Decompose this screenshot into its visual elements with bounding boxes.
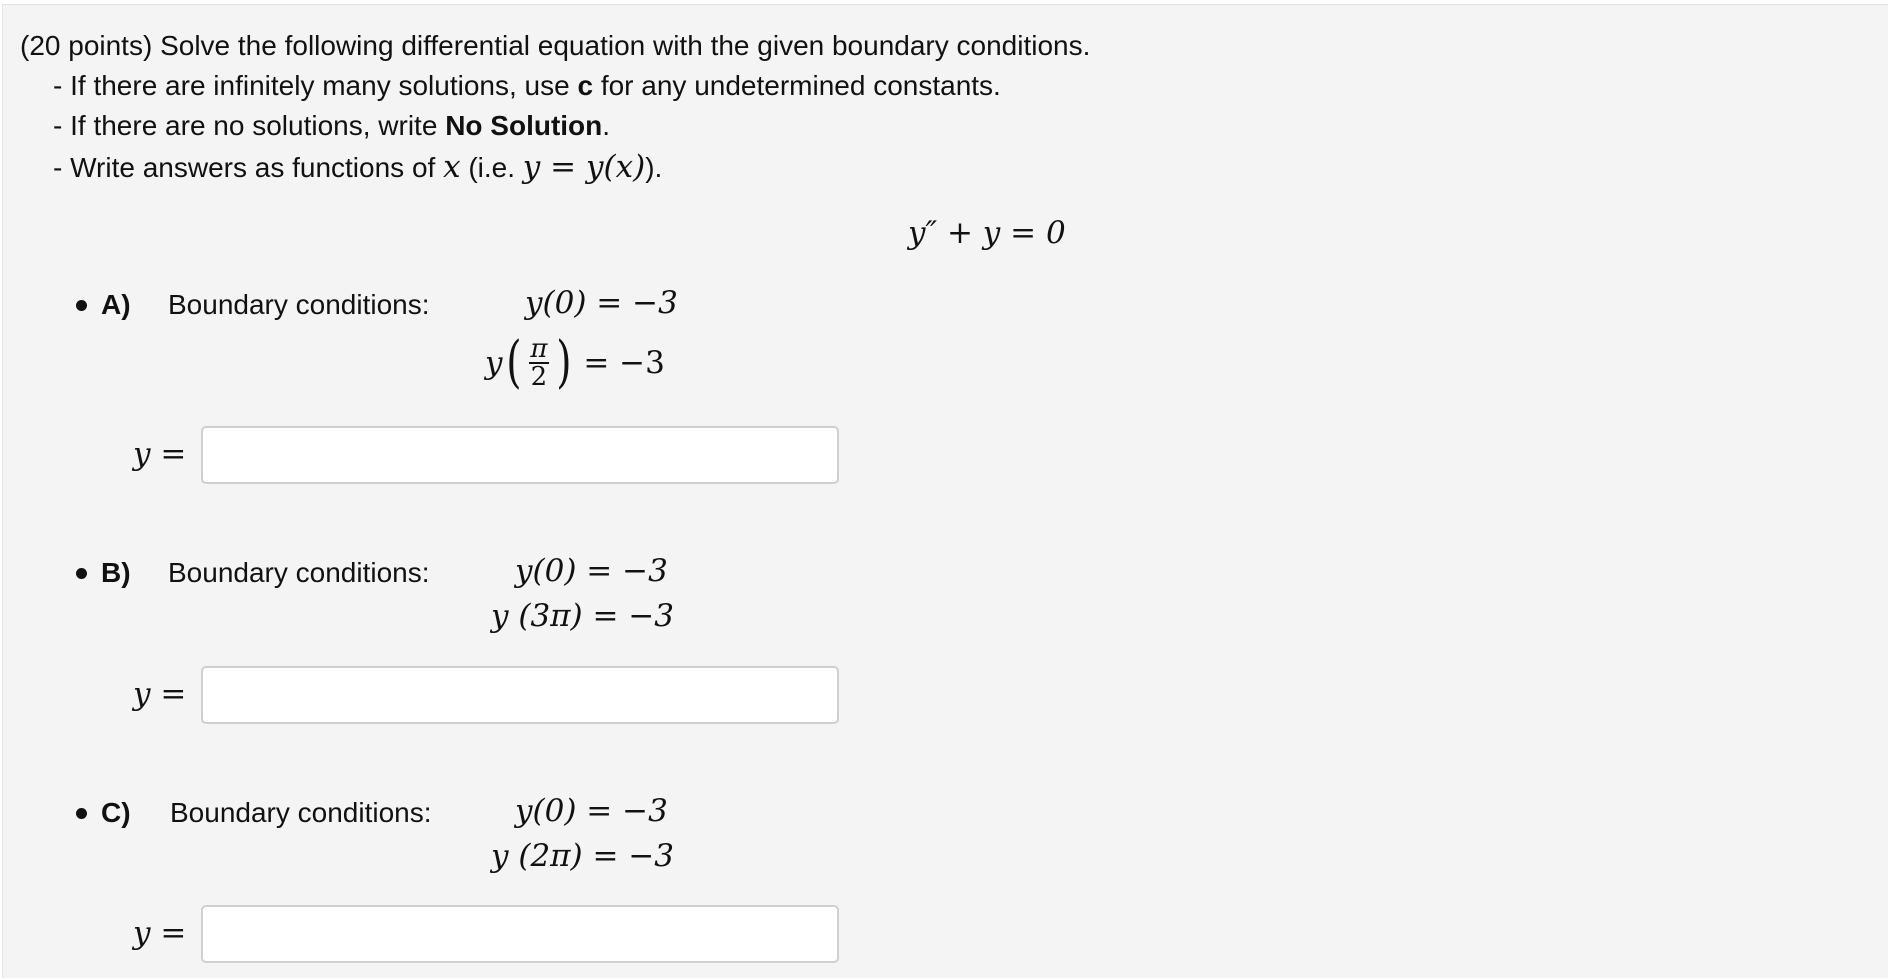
bullet-icon [76,808,87,819]
part-b-bc-label: Boundary conditions: [168,557,430,588]
part-a-answer-label: y = [133,436,187,472]
problem-header: (20 points) Solve the following differential equation with the given boundary conditions. [20,30,1091,61]
rule-constants: - If there are infinitely many solutions, use c for any undetermined constants. [53,70,1001,101]
part-a-answer-input[interactable] [201,426,839,484]
bullet-icon [76,300,87,311]
part-a-bc2: y ( $\frac{\pi}{2}$ ) = −3 [485,330,665,395]
part-b-answer-input[interactable] [201,666,839,724]
rule-functions-of-x: - Write answers as functions of x (i.e. y = y(x)). [53,149,663,185]
part-a-bc-label: Boundary conditions: [168,289,430,320]
part-c-bc2: y (2π) = −3 [491,838,675,874]
part-c-bc-label: Boundary conditions: [170,797,432,828]
part-b-answer-label: y = [133,676,187,712]
question-panel [2,4,1888,978]
part-c-answer-label: y = [133,915,187,951]
differential-equation: y″ + y = 0 [908,215,1066,251]
part-b-label: B) [101,557,131,588]
rule-no-solution: - If there are no solutions, write No Solution. [53,110,611,141]
bullet-icon [76,568,87,579]
part-b-bc2: y (3π) = −3 [491,598,675,634]
part-a-bc1: y(0) = −3 [525,285,678,321]
part-c-answer-input[interactable] [201,905,839,963]
part-c-label: C) [101,797,131,828]
part-c-bc1: y(0) = −3 [515,793,668,829]
part-b-bc1: y(0) = −3 [515,553,668,589]
part-a-label: A) [101,289,131,320]
